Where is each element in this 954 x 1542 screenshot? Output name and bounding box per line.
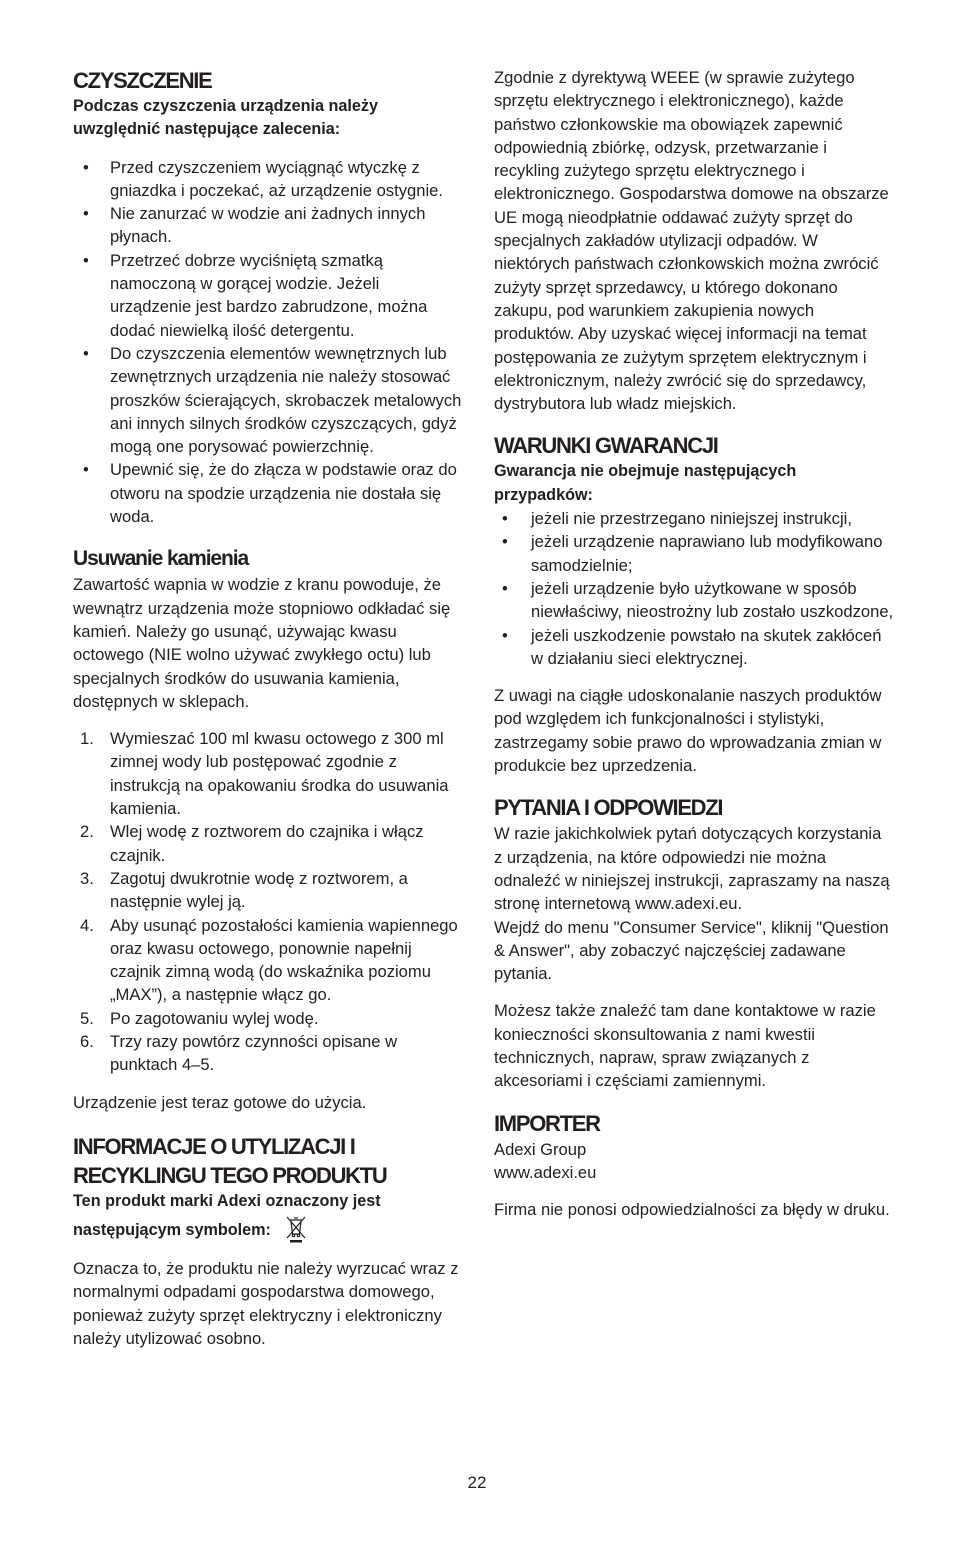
weee-text: Zgodnie z dyrektywą WEEE (w sprawie zużytego sprzętu elektrycznego i elektronicznego), każde państwo członkowskie ma obowiązek zapewnić odpowiednią zbiórkę, odzysk, przetwarzanie i recykling zużytego sprzętu elektrycznego i elektronicznego. Gospodarstwa domowe na obszarze UE mogą nieodpłatnie oddawać zużyty sprzęt do specjalnych zakładów utylizacji odpadów. W niektórych państwach członkowskich można zwrócić zużyty sprzęt sprzedawcy, u którego dokonano zakupu, pod warunkiem zakupienia nowych produktów. Aby uzyskać więcej informacji na temat postępowania ze zużytym sprzętem elektrycznym i elektronicznym, należy zwrócić się do sprzedawcy, dystrybutora lub władz miejskich. (494, 68, 889, 414)
step-number: 2. (80, 822, 94, 842)
warranty-note: Z uwagi na ciągłe udoskonalanie naszych produktów pod względem ich funkcjonalności i stylistyki, zastrzegamy sobie prawo do wprowadzania zmian w produkcie bez uprzedzenia. (494, 686, 882, 776)
step-number: 3. (80, 868, 94, 888)
step-number: 5. (80, 1008, 94, 1028)
cleaning-heading: CZYSZCZENIE (73, 68, 212, 93)
list-item: • Przetrzeć dobrze wyciśniętą szmatką namoczoną w gorącej wodzie. Jeżeli urządzenie jest bardzo zabrudzone, można dodać niewielką ilość detergentu. (73, 249, 465, 342)
descaling-outro: Urządzenie jest teraz gotowe do użycia. (73, 1092, 367, 1112)
step-number: 4. (80, 915, 94, 935)
disposal-heading-line2: RECYKLINGU TEGO PRODUKTU (73, 1162, 387, 1188)
step-text: Aby usunąć pozostałości kamienia wapiennego oraz kwasu octowego, ponownie napełnij czajnik zimną wodą (do wskaźnika poziomu „MAX”), a następnie włącz go. (110, 915, 458, 1005)
faq-body: W razie jakichkolwiek pytań dotyczących korzystania z urządzenia, na które odpowiedzi nie można odnaleźć w niniejszej instrukcji, zapraszamy na naszą stronę internetową www.adexi.eu. (494, 824, 890, 914)
importer-disclaimer: Firma nie ponosi odpowiedzialności za błędy w druku. (494, 1200, 890, 1220)
list-item (73, 820, 465, 867)
left-column (73, 66, 465, 1350)
disposal-symbol-label: Ten produkt marki Adexi oznaczony jest następującym symbolem: (73, 1191, 381, 1240)
importer-heading: IMPORTER (494, 1110, 600, 1136)
disposal-heading-line1: INFORMACJE O UTYLIZACJI I (73, 1133, 355, 1159)
list-item: • Nie zanurzać w wodzie ani żadnych innych płynach. (73, 202, 465, 249)
disposal-heading (73, 1132, 465, 1190)
cleaning-list (73, 156, 465, 529)
list-item: • jeżeli urządzenie było użytkowane w sposób niewłaściwy, nieostrożny lub zostało uszkodzone, (494, 577, 894, 624)
importer-company: Adexi Group (494, 1139, 587, 1159)
step-text: Wymieszać 100 ml kwasu octowego z 300 ml zimnej wody lub postępować zgodnie z instrukcją na opakowaniu środka do usuwania kamienia. (110, 729, 449, 819)
faq-contact: Możesz także znaleźć tam dane kontaktowe w razie konieczności skonsultowania z nami kwestii technicznych, napraw, spraw związanych z akcesoriami i częściami zamiennymi. (494, 1001, 876, 1091)
list-item: • jeżeli uszkodzenie powstało na skutek zakłóceń w działaniu sieci elektrycznej. (494, 624, 894, 671)
warranty-heading: WARUNKI GWARANCJI (494, 433, 718, 459)
faq-body-2: Wejdź do menu "Consumer Service", kliknij "Question & Answer", aby zobaczyć najczęściej zadawane pytania. (494, 917, 889, 984)
list-item: • Upewnić się, że do złącza w podstawie oraz do otworu na spodzie urządzenia nie dostała się woda. (73, 458, 465, 528)
step-text: Trzy razy powtórz czynności opisane w punktach 4–5. (110, 1031, 398, 1075)
step-number: 1. (80, 729, 94, 749)
faq-heading: PYTANIA I ODPOWIEDZI (494, 795, 723, 821)
descaling-heading: Usuwanie kamienia (73, 547, 249, 571)
importer-website: www.adexi.eu (494, 1162, 597, 1182)
list-item: • jeżeli urządzenie naprawiano lub modyfikowano samodzielnie; (494, 530, 894, 577)
list-item: • Do czyszczenia elementów wewnętrznych lub zewnętrznych urządzenia nie należy stosować proszków ścierających, skrobaczek metalowych ani innych silnych środków czyszczących, gdyż mogą one porysować powierzchnię. (73, 342, 465, 458)
descaling-steps (73, 727, 465, 1076)
step-text: Po zagotowaniu wylej wodę. (110, 1008, 319, 1028)
list-item (73, 727, 465, 820)
list-item: • jeżeli nie przestrzegano niniejszej instrukcji, (494, 507, 894, 530)
cleaning-intro: Podczas czyszczenia urządzenia należy uwzględnić następujące zalecenia: (73, 97, 378, 139)
step-text: Zagotuj dwukrotnie wodę z roztworem, a następnie wylej ją. (110, 868, 408, 912)
right-column (494, 66, 894, 1221)
list-item (73, 1007, 465, 1030)
list-item: • Przed czyszczeniem wyciągnąć wtyczkę z gniazdka i poczekać, aż urządzenie ostygnie. (73, 156, 465, 203)
warranty-intro: Gwarancja nie obejmuje następujących przypadków: (494, 462, 797, 504)
crossed-out-wheelie-bin-icon (283, 1213, 309, 1243)
step-number: 6. (80, 1031, 94, 1051)
list-item (73, 914, 465, 1007)
step-text: Wlej wodę z roztworem do czajnika i włącz czajnik. (110, 822, 424, 865)
warranty-list (494, 507, 894, 670)
descaling-intro: Zawartość wapnia w wodzie z kranu powoduje, że wewnątrz urządzenia może stopniowo odkładać się kamień. Należy go usunąć, używając kwasu octowego (NIE wolno używać zwykłego octu) lub specjalnych środków do usuwania kamienia, dostępnych w sklepach. (73, 575, 451, 711)
page-number: 22 (467, 1473, 487, 1492)
disposal-body: Oznacza to, że produktu nie należy wyrzucać wraz z normalnymi odpadami gospodarstwa domowego, ponieważ zużyty sprzęt elektryczny i elektroniczny należy utylizować osobno. (73, 1259, 459, 1349)
list-item (73, 867, 465, 914)
list-item (73, 1030, 465, 1077)
disposal-symbol-text (73, 1190, 465, 1243)
